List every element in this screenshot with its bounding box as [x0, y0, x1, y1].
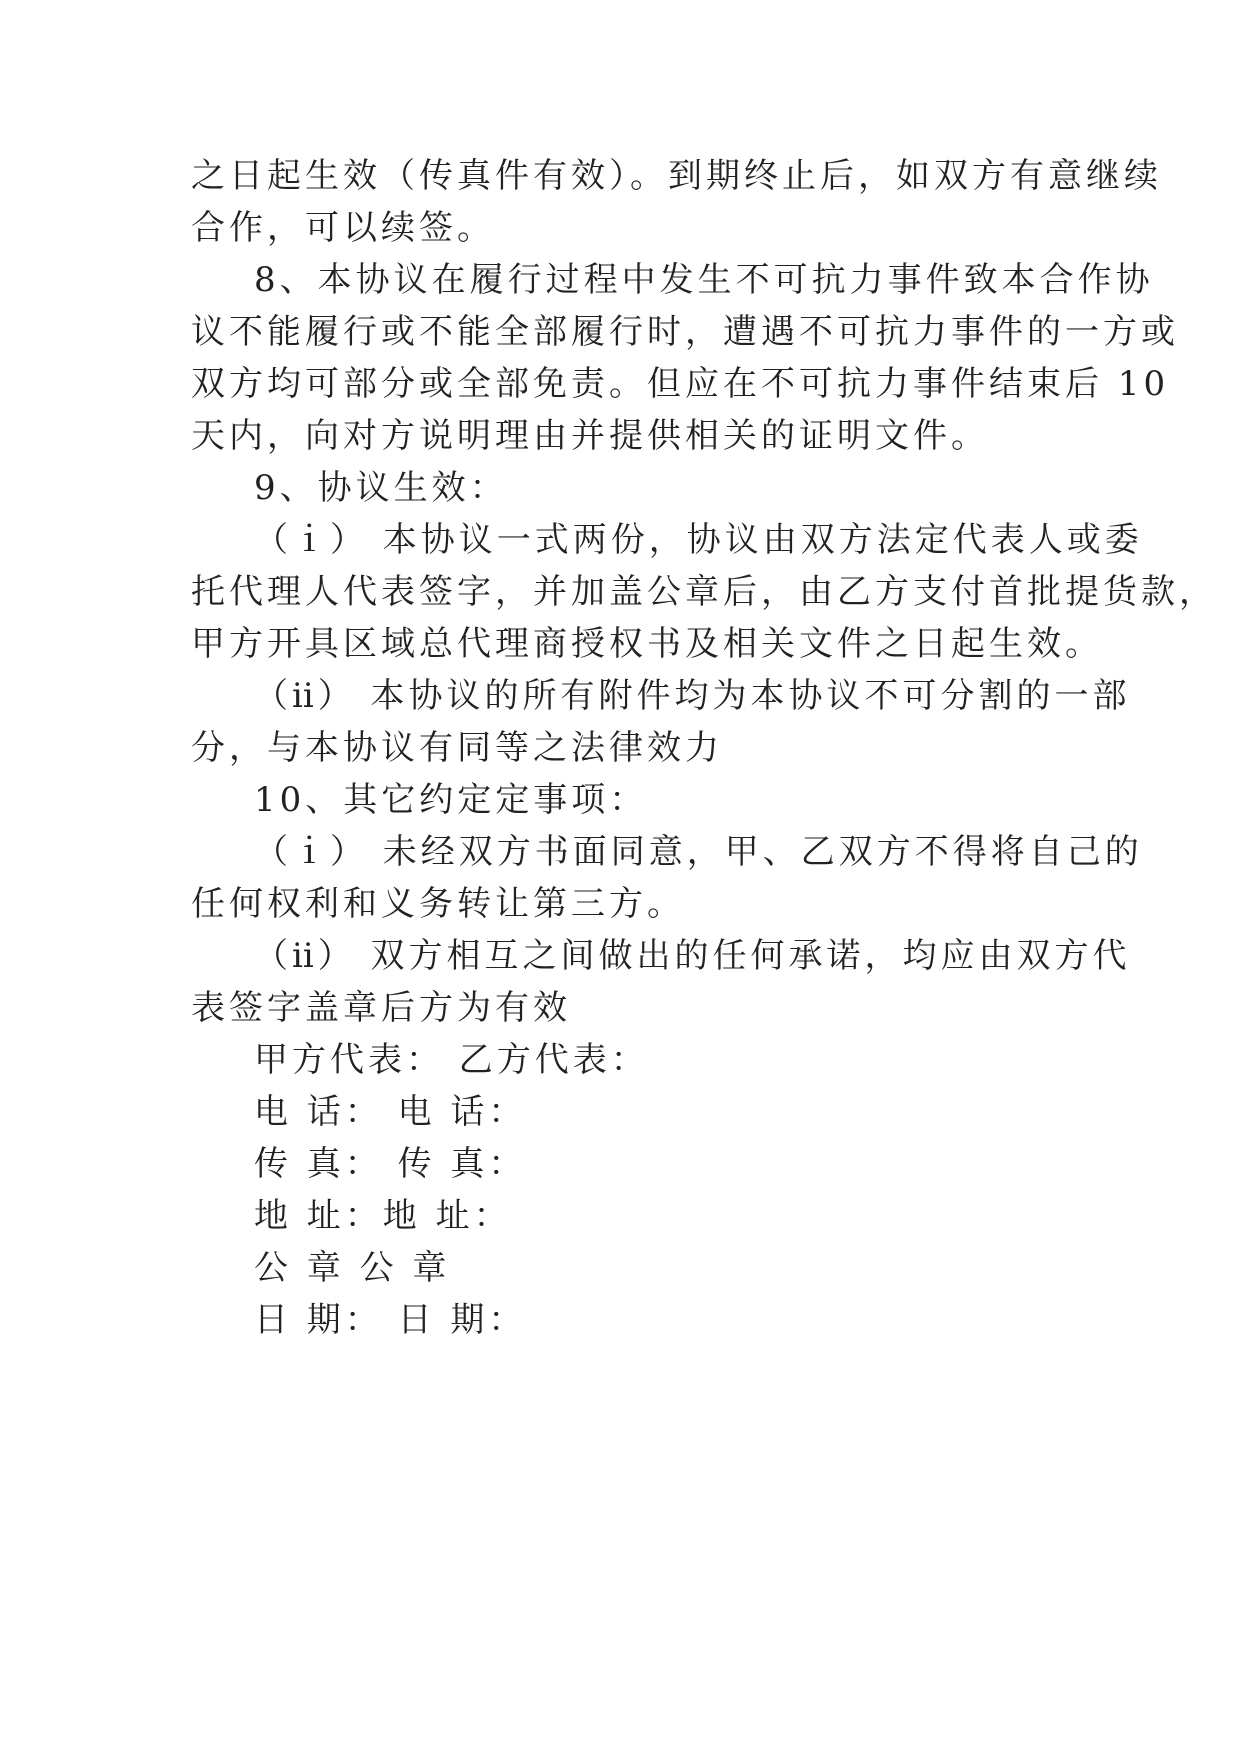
text-line: 之日起生效（传真件有效）。到期终止后，如双方有意继续 — [191, 156, 1162, 196]
signature-date: 日 期： 日 期： — [254, 1300, 527, 1340]
clause-8-line: 8、本协议在履行过程中发生不可抗力事件致本合作协 — [254, 260, 1154, 300]
clause-9-heading: 9、协议生效： — [254, 468, 508, 508]
clause-9-i-line: （ｉ） 本协议一式两份，协议由双方法定代表人或委 — [254, 520, 1143, 560]
clause-10-ii-line: （ⅱ） 双方相互之间做出的任何承诺，均应由双方代 — [254, 936, 1131, 976]
text-line: 天内，向对方说明理由并提供相关的证明文件。 — [191, 416, 989, 456]
signature-phone: 电 话： 电 话： — [254, 1092, 527, 1132]
signature-representative: 甲方代表： 乙方代表： — [254, 1040, 649, 1080]
signature-seal: 公 章 公 章 — [254, 1248, 451, 1288]
text-line: 甲方开具区域总代理商授权书及相关文件之日起生效。 — [191, 624, 1103, 664]
text-line: 议不能履行或不能全部履行时，遭遇不可抗力事件的一方或 — [191, 312, 1179, 352]
clause-9-ii-line: （ⅱ） 本协议的所有附件均为本协议不可分割的一部 — [254, 676, 1131, 716]
text-line: 双方均可部分或全部免责。但应在不可抗力事件结束后 10 — [191, 364, 1170, 404]
clause-10-i-line: （ｉ） 未经双方书面同意，甲、乙双方不得将自己的 — [254, 832, 1143, 872]
signature-fax: 传 真： 传 真： — [254, 1144, 527, 1184]
text-line: 表签字盖章后方为有效 — [191, 988, 571, 1028]
text-line: 分，与本协议有同等之法律效力 — [191, 728, 723, 768]
text-line: 任何权利和义务转让第三方。 — [191, 884, 685, 924]
text-line: 合作，可以续签。 — [191, 208, 495, 248]
signature-address: 地 址：地 址： — [254, 1196, 512, 1236]
clause-10-heading: 10、其它约定定事项： — [254, 780, 648, 820]
text-line: 托代理人代表签字，并加盖公章后，由乙方支付首批提货款， — [191, 572, 1217, 612]
